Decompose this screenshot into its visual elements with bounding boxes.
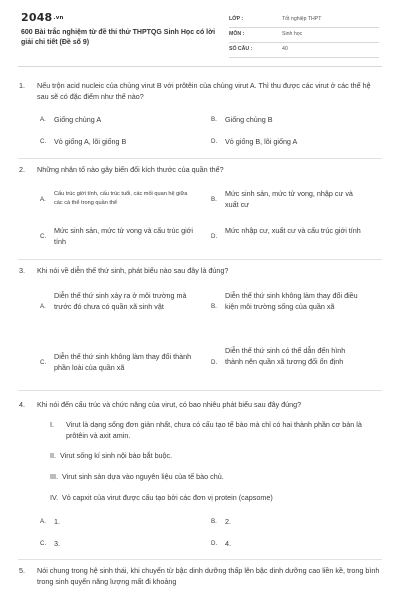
question-stem: Những nhân tố nào gây biến đổi kích thước của quần thể? [37, 165, 224, 174]
option-label: D. [211, 138, 218, 145]
question-number: 3. [19, 266, 25, 275]
option-label: C. [40, 233, 47, 240]
question-number: 5. [19, 566, 25, 575]
option-label: C. [40, 359, 47, 366]
question-stem: Khi nói đến cấu trúc và chức năng của virut, có bao nhiêu phát biểu sau đây đúng? [37, 400, 302, 409]
meta-value: Sinh học [282, 31, 303, 37]
document-header [0, 0, 400, 62]
meta-row-subject [229, 28, 379, 43]
option-label: B. [211, 116, 217, 123]
statement-roman: I. [50, 420, 54, 429]
question-divider [18, 259, 382, 260]
option-text: 3. [54, 539, 60, 548]
option-text: Mức nhập cư, xuất cư và cấu trúc giới tính [225, 226, 361, 235]
meta-value: 40 [282, 46, 288, 52]
option-label: A. [40, 196, 46, 203]
statement-roman: III. [50, 472, 58, 481]
option-label: A. [40, 116, 46, 123]
question-stem: Nói chung trong hệ sinh thái, khi chuyển từ bậc dinh dưỡng thấp lên bậc dinh dưỡng cao liền kề, trong bình trong sinh quyển năng lượng mất đi khoảng [37, 566, 380, 586]
option-text: Mức sinh sản, mức tử vong và cấu trúc giới tính [54, 226, 193, 246]
meta-row-grade [229, 13, 379, 28]
option-text: Diễn thế thứ sinh không làm thay đổi điều kiện môi trường sống của quần xã [225, 291, 358, 311]
site-logo[interactable] [21, 11, 64, 24]
meta-key: MÔN : [229, 31, 245, 37]
option-label: C. [40, 540, 47, 547]
option-text: 4. [225, 539, 231, 548]
question-number: 1. [19, 81, 25, 90]
question-divider [18, 390, 382, 391]
header-divider [18, 66, 382, 67]
option-text: Cấu trúc giới tính, cấu trúc tuổi, các mối quan hệ giữa các cá thể trong quần thể [54, 191, 188, 206]
statement-roman: II. [50, 451, 56, 460]
question-stem: Khi nói về diễn thế thứ sinh, phát biểu nào sau đây là đúng? [37, 266, 229, 275]
option-label: B. [211, 518, 217, 525]
option-text: Vỏ giống B, lõi giống A [225, 137, 298, 146]
document-title: 600 Bài trắc nghiệm từ đề thi thử THPTQG Sinh Học có lời giải chi tiết (Đề số 9) [21, 29, 216, 46]
option-text: 2. [225, 517, 231, 526]
option-label: B. [211, 196, 217, 203]
statement-text: Virut sống kí sinh nội bào bắt buộc. [60, 451, 173, 460]
option-text: Giống chủng A [54, 115, 102, 124]
meta-key: LỚP : [229, 16, 244, 22]
option-label: D. [211, 540, 218, 547]
option-text: Diễn thế thứ sinh không làm thay đổi thành phần loài của quần xã [54, 352, 192, 372]
statement-roman: IV. [50, 493, 59, 502]
meta-key: SỐ CÂU : [229, 46, 253, 52]
option-text: Diễn thế thứ sinh có thể dẫn đến hình thành nên quần xã tương đối ổn định [225, 346, 346, 366]
option-text: Mức sinh sản, mức tử vong, nhập cư và xuất cư [225, 189, 353, 209]
option-label: D. [211, 233, 218, 240]
option-label: A. [40, 518, 46, 525]
logo-text: 2048 [21, 11, 53, 24]
document-meta [229, 13, 379, 58]
option-label: B. [211, 303, 217, 310]
option-label: D. [211, 359, 218, 366]
option-text: 1. [54, 517, 60, 526]
option-label: A. [40, 303, 46, 310]
meta-value: Tốt nghiệp THPT [282, 16, 322, 22]
option-label: C. [40, 138, 47, 145]
option-text: Diễn thế thứ sinh xảy ra ở môi trường mà trước đó chưa có quần xã sinh vật [54, 291, 187, 311]
statement-text: Vỏ capxit của virut được cấu tạo bởi các đơn vị protein (capsome) [62, 493, 273, 502]
option-text: Giống chủng B [225, 115, 273, 124]
logo-domain: .vn [53, 15, 64, 21]
question-divider [18, 158, 382, 159]
question-divider [18, 559, 382, 560]
option-text: Vỏ giống A, lõi giống B [54, 137, 127, 146]
meta-row-count [229, 43, 379, 58]
statement-text: Virut sinh sản dựa vào nguyên liệu của tế bào chủ. [62, 472, 224, 481]
question-stem: Nếu trộn acid nucleic của chủng virut B với prôtêin của chủng virut A. Thì thu được các virut ở các thế hệ sau sẽ có đặc điểm như thế nào? [37, 81, 371, 101]
question-number: 2. [19, 165, 25, 174]
statement-text: Virut là dạng sống đơn giản nhất, chưa có cấu tạo tế bào mà chỉ có hai thành phần cơ bản là prôtêin và axit amin. [66, 420, 362, 440]
question-number: 4. [19, 400, 25, 409]
